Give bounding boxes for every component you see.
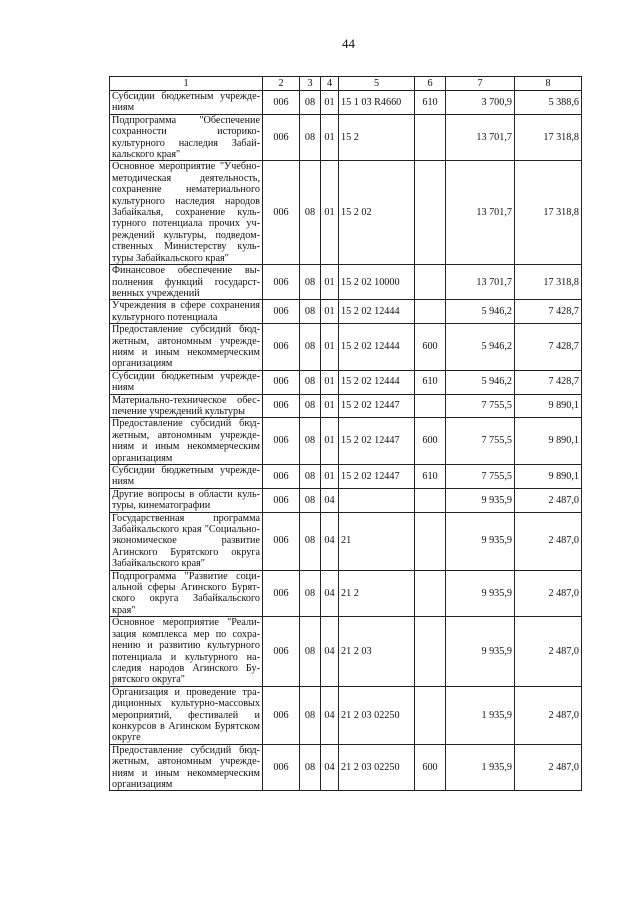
subsection-code-cell: 04 (321, 488, 339, 512)
table-row (110, 161, 582, 265)
item-name-cell: Государственная программа Забайкальского края "Социально-экономическое развитие Агинского Бурятского округа Забайкальского края" (110, 512, 263, 570)
item-name-cell: Другие вопросы в области культуры, кинематографии (110, 488, 263, 512)
item-name-cell: Подпрограмма "Обеспечение сохранности историко-культурного наследия Забайкальского края" (110, 114, 263, 161)
subsection-code-cell: 01 (321, 265, 339, 300)
amount-col7-cell: 9 935,9 (446, 488, 515, 512)
amount-col7-cell: 7 755,5 (446, 465, 515, 489)
item-name-cell: Предоставление субсидий бюджетным, автономным учреждениям и иным некоммерческим организациям (110, 744, 263, 791)
target-article-cell: 21 (339, 512, 415, 570)
target-article-cell: 15 2 02 (339, 161, 415, 265)
table-row (110, 488, 582, 512)
ministry-code-cell: 006 (263, 394, 300, 418)
expense-type-cell (415, 617, 446, 686)
subsection-code-cell: 01 (321, 370, 339, 394)
item-name-cell: Организация и проведение традиционных культурно-массовых мероприятий, фестивалей и конкурсов в Агинском Бурятском округе (110, 686, 263, 744)
section-code-cell: 08 (300, 324, 321, 371)
expense-type-cell: 610 (415, 465, 446, 489)
section-code-cell: 08 (300, 370, 321, 394)
ministry-code-cell: 006 (263, 617, 300, 686)
table-row (110, 465, 582, 489)
section-code-cell: 08 (300, 465, 321, 489)
section-code-cell: 08 (300, 744, 321, 791)
section-code-cell: 08 (300, 394, 321, 418)
section-code-cell: 08 (300, 114, 321, 161)
target-article-cell: 15 2 02 10000 (339, 265, 415, 300)
ministry-code-cell: 006 (263, 265, 300, 300)
expense-type-cell (415, 570, 446, 617)
expense-type-cell (415, 300, 446, 324)
item-name-cell: Основное мероприятие "Реализация комплекса мер по сохранению и развитию культурного потенциала и культурного наследия народов Агинского Бурятского округа" (110, 617, 263, 686)
table-row (110, 617, 582, 686)
subsection-code-cell: 01 (321, 91, 339, 115)
amount-col8-cell: 9 890,1 (515, 394, 582, 418)
header-cell: 2 (263, 77, 300, 91)
amount-col8-cell: 9 890,1 (515, 418, 582, 465)
amount-col7-cell: 5 946,2 (446, 370, 515, 394)
amount-col7-cell: 1 935,9 (446, 744, 515, 791)
item-name-cell: Субсидии бюджетным учреждениям (110, 465, 263, 489)
amount-col8-cell: 17 318,8 (515, 114, 582, 161)
subsection-code-cell: 01 (321, 114, 339, 161)
table-body (110, 91, 582, 791)
ministry-code-cell: 006 (263, 744, 300, 791)
target-article-cell: 15 2 (339, 114, 415, 161)
expense-type-cell: 600 (415, 744, 446, 791)
target-article-cell: 15 2 02 12447 (339, 418, 415, 465)
subsection-code-cell: 01 (321, 324, 339, 371)
amount-col7-cell: 9 935,9 (446, 617, 515, 686)
ministry-code-cell: 006 (263, 686, 300, 744)
amount-col8-cell: 9 890,1 (515, 465, 582, 489)
header-cell: 3 (300, 77, 321, 91)
expense-type-cell (415, 265, 446, 300)
amount-col8-cell: 2 487,0 (515, 744, 582, 791)
header-row (110, 77, 582, 91)
table-row (110, 91, 582, 115)
amount-col8-cell: 2 487,0 (515, 488, 582, 512)
ministry-code-cell: 006 (263, 370, 300, 394)
expense-type-cell: 610 (415, 91, 446, 115)
amount-col8-cell: 17 318,8 (515, 161, 582, 265)
target-article-cell: 21 2 03 (339, 617, 415, 686)
ministry-code-cell: 006 (263, 91, 300, 115)
item-name-cell: Учреждения в сфере сохранения культурного потенциала (110, 300, 263, 324)
item-name-cell: Основное мероприятие "Учебно-методическая деятельность, сохранение нематериального культурного наследия народов Забайкалья, сохранение культурного потенциала прочих учреждений культуры, подведомственных Министерству культуры Забайкальского края" (110, 161, 263, 265)
amount-col8-cell: 2 487,0 (515, 617, 582, 686)
amount-col8-cell: 7 428,7 (515, 370, 582, 394)
target-article-cell: 21 2 03 02250 (339, 744, 415, 791)
subsection-code-cell: 01 (321, 465, 339, 489)
ministry-code-cell: 006 (263, 418, 300, 465)
table-row (110, 300, 582, 324)
table-row (110, 744, 582, 791)
section-code-cell: 08 (300, 686, 321, 744)
header-cell: 5 (339, 77, 415, 91)
subsection-code-cell: 01 (321, 418, 339, 465)
ministry-code-cell: 006 (263, 300, 300, 324)
amount-col7-cell: 7 755,5 (446, 394, 515, 418)
item-name-cell: Субсидии бюджетным учреждениям (110, 91, 263, 115)
amount-col7-cell: 3 700,9 (446, 91, 515, 115)
amount-col8-cell: 7 428,7 (515, 300, 582, 324)
item-name-cell: Предоставление субсидий бюджетным, автономным учреждениям и иным некоммерческим организациям (110, 418, 263, 465)
target-article-cell: 21 2 (339, 570, 415, 617)
subsection-code-cell: 04 (321, 744, 339, 791)
target-article-cell: 15 2 02 12447 (339, 394, 415, 418)
header-cell: 8 (515, 77, 582, 91)
expense-type-cell (415, 512, 446, 570)
table-row (110, 324, 582, 371)
item-name-cell: Подпрограмма "Развитие социальной сферы Агинского Бурятского округа Забайкальского края" (110, 570, 263, 617)
subsection-code-cell: 01 (321, 394, 339, 418)
amount-col7-cell: 5 946,2 (446, 324, 515, 371)
ministry-code-cell: 006 (263, 161, 300, 265)
table-row (110, 418, 582, 465)
page-number: 44 (342, 36, 355, 51)
section-code-cell: 08 (300, 617, 321, 686)
amount-col7-cell: 13 701,7 (446, 161, 515, 265)
budget-table (109, 76, 582, 791)
header-cell: 6 (415, 77, 446, 91)
table-row (110, 265, 582, 300)
expense-type-cell (415, 114, 446, 161)
ministry-code-cell: 006 (263, 488, 300, 512)
subsection-code-cell: 04 (321, 686, 339, 744)
amount-col7-cell: 13 701,7 (446, 265, 515, 300)
subsection-code-cell: 01 (321, 300, 339, 324)
table-row (110, 114, 582, 161)
section-code-cell: 08 (300, 91, 321, 115)
expense-type-cell (415, 488, 446, 512)
target-article-cell: 15 2 02 12444 (339, 324, 415, 371)
amount-col7-cell: 7 755,5 (446, 418, 515, 465)
amount-col8-cell: 2 487,0 (515, 570, 582, 617)
target-article-cell: 15 2 02 12447 (339, 465, 415, 489)
item-name-cell: Материально-техническое обеспечение учреждений культуры (110, 394, 263, 418)
amount-col8-cell: 2 487,0 (515, 686, 582, 744)
ministry-code-cell: 006 (263, 114, 300, 161)
ministry-code-cell: 006 (263, 570, 300, 617)
expense-type-cell: 600 (415, 418, 446, 465)
section-code-cell: 08 (300, 418, 321, 465)
target-article-cell: 21 2 03 02250 (339, 686, 415, 744)
target-article-cell: 15 1 03 R4660 (339, 91, 415, 115)
amount-col7-cell: 13 701,7 (446, 114, 515, 161)
subsection-code-cell: 04 (321, 512, 339, 570)
table-row (110, 512, 582, 570)
section-code-cell: 08 (300, 512, 321, 570)
amount-col7-cell: 1 935,9 (446, 686, 515, 744)
subsection-code-cell: 04 (321, 617, 339, 686)
expense-type-cell (415, 161, 446, 265)
target-article-cell: 15 2 02 12444 (339, 370, 415, 394)
section-code-cell: 08 (300, 300, 321, 324)
amount-col8-cell: 7 428,7 (515, 324, 582, 371)
expense-type-cell (415, 686, 446, 744)
expense-type-cell (415, 394, 446, 418)
table-row (110, 570, 582, 617)
amount-col8-cell: 5 388,6 (515, 91, 582, 115)
table-row (110, 686, 582, 744)
ministry-code-cell: 006 (263, 465, 300, 489)
item-name-cell: Субсидии бюджетным учреждениям (110, 370, 263, 394)
amount-col8-cell: 2 487,0 (515, 512, 582, 570)
header-cell: 1 (110, 77, 263, 91)
expense-type-cell: 600 (415, 324, 446, 371)
amount-col7-cell: 5 946,2 (446, 300, 515, 324)
header-cell: 7 (446, 77, 515, 91)
amount-col7-cell: 9 935,9 (446, 570, 515, 617)
table-row (110, 394, 582, 418)
section-code-cell: 08 (300, 488, 321, 512)
target-article-cell: 15 2 02 12444 (339, 300, 415, 324)
item-name-cell: Финансовое обеспечение выполнения функций государственных учреждений (110, 265, 263, 300)
subsection-code-cell: 04 (321, 570, 339, 617)
ministry-code-cell: 006 (263, 512, 300, 570)
target-article-cell (339, 488, 415, 512)
section-code-cell: 08 (300, 161, 321, 265)
section-code-cell: 08 (300, 265, 321, 300)
ministry-code-cell: 006 (263, 324, 300, 371)
section-code-cell: 08 (300, 570, 321, 617)
amount-col8-cell: 17 318,8 (515, 265, 582, 300)
subsection-code-cell: 01 (321, 161, 339, 265)
table-row (110, 370, 582, 394)
expense-type-cell: 610 (415, 370, 446, 394)
amount-col7-cell: 9 935,9 (446, 512, 515, 570)
item-name-cell: Предоставление субсидий бюджетным, автономным учреждениям и иным некоммерческим организациям (110, 324, 263, 371)
header-cell: 4 (321, 77, 339, 91)
